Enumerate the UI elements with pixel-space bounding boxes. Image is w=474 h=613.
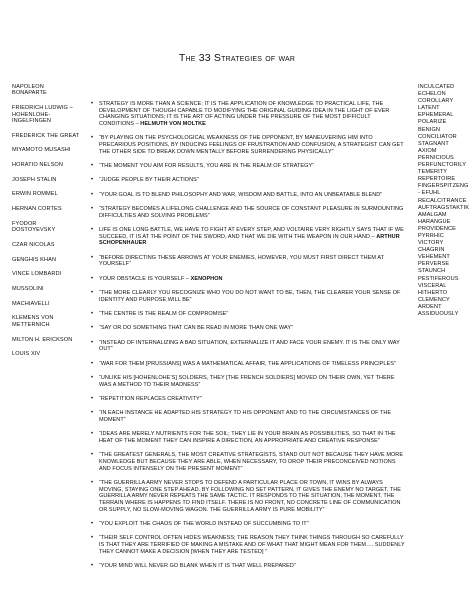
quote-item (94, 375, 406, 388)
quote-item (94, 206, 406, 219)
vocab-word: TEMERITY (418, 169, 448, 176)
quote-item (94, 192, 406, 199)
quote-item (94, 431, 406, 444)
quote-item (94, 452, 406, 472)
quote-text: YOUR OBSTACLE IS YOURSELF – (99, 275, 190, 282)
vocab-word: STAGNANT (418, 140, 449, 147)
vocab-word: FINGERSPITZENG (418, 183, 469, 190)
name-entry: MUSSOLINI (12, 286, 44, 293)
quote-item (94, 311, 406, 318)
vocab-word: ECHELON (418, 91, 446, 98)
vocab-word: CHAGRIN (418, 247, 445, 254)
vocab-word: PERVERSE (418, 261, 450, 268)
vocab-word: REPERTOIRE (418, 176, 456, 183)
name-entry: LOUIS XIV (12, 351, 41, 358)
quote-text: STRATEGY IS MORE THAN A SCIENCE: IT IS THE APPLICATION OF KNOWLEDGE TO PRACTICAL LIFE, THE DEVELOPMENT OF THOUGH CAPABLE TO MODIFYING THE ORIGINAL GUIDING IDEA IN THE LIGHT OF EVER CHANGING SITUATIONS; IT IS THE ART OF ACTING UNDER THE PRESSURE OF THE MOST DIFFICULT CONDITIONS – (99, 101, 390, 128)
quote-attribution: ARTHUR SCHOPENHAUER (99, 233, 400, 247)
name-entry: FREDERICK THE GREAT (12, 132, 80, 139)
vocab-word: AXIOM (418, 147, 437, 154)
vocab-word: COROLLARY (418, 98, 454, 105)
quote-item (94, 290, 406, 303)
vocab-word: PYRRHIC (418, 232, 444, 239)
quote-text: “IN EACH INSTANCE HE ADAPTED HIS STRATEGY TO HIS OPPONENT AND TO THE CIRCUMSTANCES OF THE MOMENT” (99, 410, 392, 423)
quote-item (94, 177, 406, 184)
name-entry: MACHIAVELLI (12, 300, 50, 307)
quote-text: “JUDGE PEOPLE BY THEIR ACTIONS” (99, 177, 199, 184)
vocab-word: VISCERAL (418, 282, 447, 289)
quote-text: “THE GUERRILLA ARMY NEVER STOPS TO DEFEND A PARTICULAR PLACE OR TOWN, IT WINS BY ALWAYS MOVING, STAYING ONE STEP AHEAD. BY FOLLOWING NO SET PATTERN, IT GIVES THE ENEMY NO TARGET. THE GUERRILLA ARMY NEVER REPEATS THE SAME TACTIC. IT RESPONDS TO THE SITUATION, THE MOMENT, THE TERRAIN WHERE IS HAPPENS TO FIND ITSELF. THERE IS NO FRONT, NO CONCRETE LINE OF COMMUNICATION OR SUPPLY, NO SLOW-MOVING WAGON. THE GUERRILLA ARMY IS PURE MOBILITY” (99, 479, 401, 513)
quote-text: “IDEAS ARE MERELY NUTRIENTS FOR THE SOIL; THEY LIE IN YOUR BRAIN AS POSSIBILITIES, SO THAT IN THE HEAT OF THE MOMENT THEY CAN INSPIRE A DIRECTION, AN APPROPRIATE AND CREATIVE RESPONSE” (99, 431, 396, 444)
quote-item (94, 521, 406, 528)
vocab-word: BENIGN (418, 126, 441, 133)
vocab-word: AMALGAM (418, 211, 447, 218)
quote-item (94, 227, 406, 247)
vocab-word: RECALCITRANCE (418, 197, 467, 204)
vocab-word: PROVIDENCE (418, 225, 456, 232)
vocab-word: INCULCATED (418, 84, 455, 90)
vocab-word: PERFUNCTORILY (418, 162, 467, 169)
quote-item (94, 410, 406, 423)
vocab-word: EPHEMERAL (418, 112, 454, 119)
quote-text: “STRATEGY BECOMES A LIFELONG CHALLENGE AND THE SOURCE OF CONSTANT PLEASURE IN SURMOUNTING DIFFICULTIES AND SOLVING PROBLEMS” (99, 206, 404, 219)
name-entry: HERNAN CORTES (12, 206, 62, 213)
vocab-word: ASSIDUOUSLY (418, 311, 459, 317)
quote-item (94, 480, 406, 514)
quote-item (94, 361, 406, 368)
vocabulary-column (418, 84, 474, 318)
quote-item (94, 276, 406, 283)
vocab-word: ARDENT (418, 303, 442, 310)
quote-item (94, 135, 406, 155)
name-entry: JOSEPH STALIN (12, 176, 57, 183)
vocab-word: AUFTRAGSTAKTIK (418, 204, 470, 211)
quote-text: “UNLIKE HIS [HOHENLOHE’S] SOLDIERS, THEY [THE FRENCH SOLDIERS] MOVED ON THEIR OWN, YET THERE WAS A METHOD TO THEIR MADNESS” (99, 374, 395, 388)
name-entry: GENGHIS KHAN (12, 256, 57, 263)
quote-attribution: HELMUTH VON MOLTKE (140, 121, 206, 128)
vocab-word: CLEMENCY (418, 296, 450, 303)
vocab-word: HITHERTO (418, 289, 448, 296)
vocab-word: POLARIZE (418, 119, 447, 126)
name-entry: FRIEDRICH LUDWIG – HOHENLOHE-INGELFINGEN (12, 105, 73, 124)
vocab-word: HARANGUE (418, 218, 451, 225)
quote-text: “THE CENTRE IS THE REALM OF COMPROMISE” (99, 311, 229, 317)
quote-text: “THE MORE CLEARLY YOU RECOGNIZE WHO YOU DO NOT WANT TO BE, THEN, THE CLEARER YOUR SENSE OF IDENTITY AND PURPOSE WILL BE” (99, 290, 401, 303)
name-entry: CZAR NICOLAS (12, 241, 55, 248)
name-entry: HORATIO NELSON (12, 162, 64, 169)
quote-text: LIFE IS ONE LONG BATTLE, WE HAVE TO FIGHT AT EVERY STEP, AND VOLTAIRE VERY RIGHTLY SAYS THAT IF WE SUCCEED, IT IS AT THE POINT OF THE SWORD, AND THAT WE DIE WITH THE WEAPON IN OUR HAND – (99, 227, 404, 240)
vocab-word: VEHEMENT (418, 254, 450, 261)
quote-text: “YOUR GOAL IS TO BLEND PHILOSOPHY AND WAR, WISDOM AND BATTLE, INTO AN UNBEATABLE BLEND” (99, 191, 383, 198)
vocab-word: PESTIFEROUS (418, 275, 459, 282)
quote-text: “YOU EXPLOIT THE CHAOS OF THE WORLD INSTEAD OF SUCCUMBING TO IT” (99, 521, 309, 527)
quote-item (94, 325, 406, 332)
quote-text: “INSTEAD OF INTERNALIZING A BAD SITUATION, EXTERNALIZE IT AND FACE YOUR ENEMY. IT IS THE ONLY WAY OUT” (99, 339, 400, 353)
name-entry: MILTON H. ERICKSON (12, 336, 73, 343)
quote-text: “THE GREATEST GENERALS, THE MOST CREATIVE STRATEGISTS, STAND OUT NOT BECAUSE THEY HAVE MORE KNOWLEDGE BUT BECAUSE THEY ARE ABLE, WHEN NECESSARY, TO DROP THEIR PRECONCEIVED NOTIONS AND FOCUS INTENSELY ON THE PRESENT MOMENT” (99, 452, 404, 472)
quote-text: “THEIR SELF CONTROL OFTEN HIDES WEAKNESS; THE REASON THEY THINK THINGS THROUGH SO CAREFULLY IS THAT THEY ARE TERRIFIED OF MAKING A MISTAKE AND OF WHAT THAT MIGHT MEAN FOR THEM…. SUDDENLY THEY CANNOT MAKE A DECISION [WHEN THEY ARE TESTED] ” (99, 535, 405, 555)
vocab-word: STAUNCH (418, 268, 446, 275)
vocab-word: VICTORY (418, 240, 444, 247)
quote-item (94, 101, 406, 128)
quotes-list-container (94, 101, 406, 577)
quote-text: “THE MOMENT YOU AIM FOR RESULTS, YOU ARE IN THE REALM OF STRATEGY” (99, 163, 315, 170)
name-entry: ERWIN ROMMEL (12, 191, 58, 198)
quote-text: “BEFORE DIRECTING THESE ARROWS AT YOUR ENEMIES, HOWEVER, YOU MUST FIRST DIRECT THEM AT YOURSELF” (99, 254, 384, 268)
quotes-list (94, 101, 406, 570)
quote-item (94, 255, 406, 268)
quote-text: “REPETITION REPLACES CREATIVITY” (99, 395, 202, 402)
quote-text: “BY PLAYING ON THE PSYCHOLOGICAL WEAKNESS OF THE OPPONENT, BY MANEUVERING HIM INTO PRECARIOUS POSITIONS, BY INDUCING FEELINGS OF FRUSTRATION AND CONFUSION, A STRATEGIST CAN GET THE OTHER SIDE TO BREAK DOWN MENTALLY BEFORE SURRENDERING PHYSICALLY” (99, 135, 404, 155)
quote-item (94, 340, 406, 353)
name-entry: NAPOLEON BONAPARTE (12, 84, 47, 97)
vocab-word: CONCILIATOR (418, 133, 457, 140)
quote-item (94, 163, 406, 170)
page-title: The 33 Strategies of war (178, 52, 296, 64)
quote-text: “WAR FOR THEM [PRUSSIANS] WAS A MATHEMATICAL AFFAIR, THE APPLICATIONS OF TIMELESS PRINCIPLES” (99, 360, 396, 367)
name-entry: KLEMENS VON METTERNICH (12, 315, 54, 328)
quote-item (94, 563, 406, 570)
vocab-word: LATENT (418, 105, 440, 112)
quote-text: “SAY OR DO SOMETHING THAT CAN BE READ IN MORE THAN ONE WAY” (99, 325, 293, 332)
name-entry: MIYAMOTO MUSASHI (12, 147, 71, 154)
name-entry: FYODOR DOSTOYEVSKY (12, 220, 56, 234)
vocab-word: PERNICIOUS (418, 154, 454, 161)
vocab-word: - EFUHL (418, 190, 441, 197)
name-entry: VINCE LOMBARDI (12, 271, 62, 278)
quote-attribution: XENOPHON (190, 275, 223, 282)
quote-item (94, 396, 406, 403)
quote-text: “YOUR MIND WILL NEVER GO BLANK WHEN IT IS THAT WELL PREPARED” (99, 563, 296, 569)
quote-item (94, 535, 406, 555)
left-names-column (12, 84, 80, 366)
